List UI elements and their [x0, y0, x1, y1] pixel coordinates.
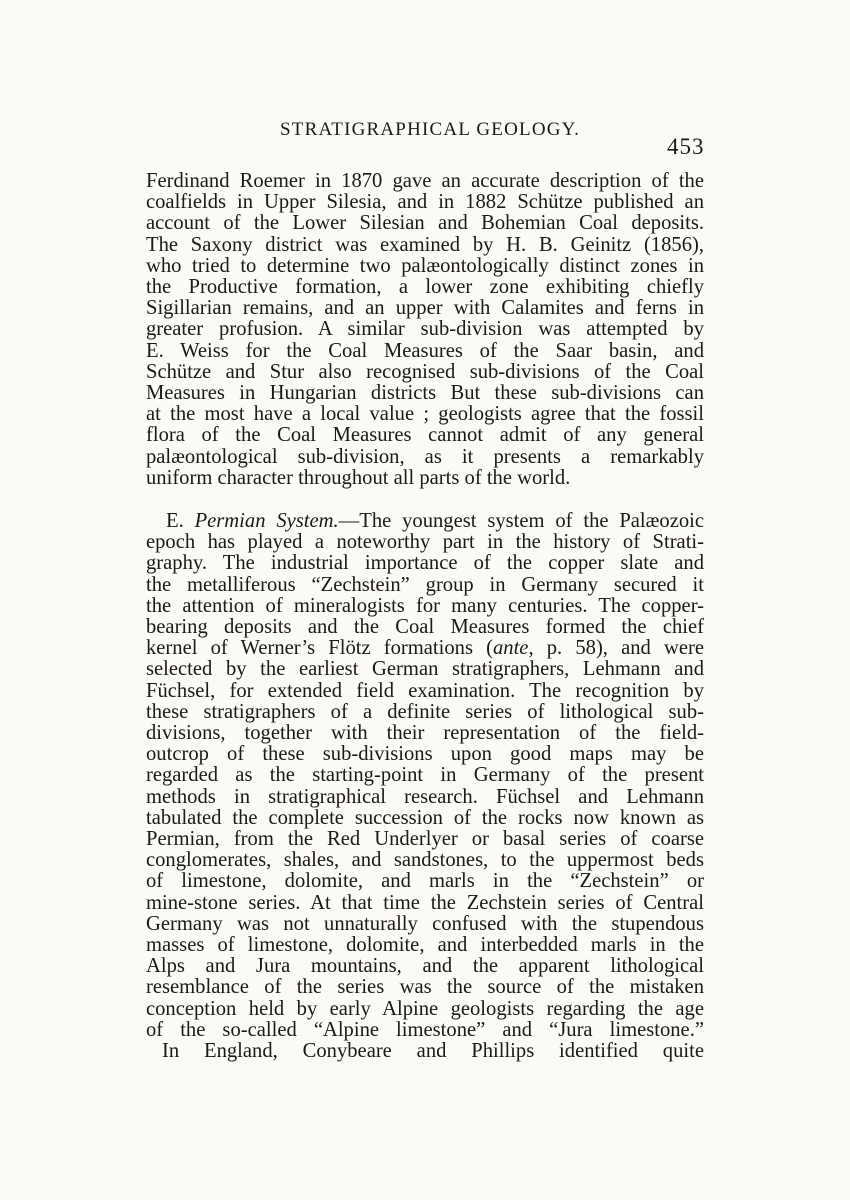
text-line: mine-stone series. At that time the Zechstein series of Central [146, 891, 704, 914]
text-line: Germany was not unnaturally confused with the stupendous [146, 912, 704, 935]
text-line: Sigillarian remains, and an upper with Calamites and ferns in [146, 297, 704, 320]
text-line: the metalliferous “Zechstein” group in Germany secured it [146, 573, 704, 596]
text-line: of limestone, dolomite, and marls in the “Zechstein” or [146, 870, 704, 893]
text-line: conception held by early Alpine geologists regarding the age [146, 997, 704, 1020]
text-line: of the so-called “Alpine limestone” and “Jura limestone.” [146, 1018, 704, 1041]
running-title: STRATIGRAPHICAL GEOLOGY. [280, 119, 581, 140]
text-line: Füchsel, for extended field examination. The recognition by [146, 679, 704, 702]
section-letter: E. [166, 510, 195, 532]
section-heading: Permian System. [194, 510, 339, 532]
text-line: Permian, from the Red Underlyer or basal series of coarse [146, 828, 704, 851]
text-line: greater profusion. A similar sub-division was attempted by [146, 318, 704, 341]
text-line: bearing deposits and the Coal Measures formed the chief [146, 616, 704, 639]
text-line [146, 511, 704, 532]
text-fragment: kernel of Werner’s Flötz formations ( [146, 637, 493, 660]
text-line: Ferdinand Roemer in 1870 gave an accurate description of the [146, 170, 704, 192]
text-line: at the most have a local value ; geologists agree that the fossil [146, 403, 704, 426]
text-line: outcrop of these sub-divisions upon good maps may be [146, 743, 704, 766]
text-fragment: , p. 58), and were [528, 637, 704, 660]
text-line: flora of the Coal Measures cannot admit of any general [146, 424, 704, 447]
text-line: epoch has played a noteworthy part in the history of Strati- [146, 531, 704, 554]
text-fragment: —The youngest system of the Palæozoic [338, 510, 704, 532]
text-line: these stratigraphers of a definite series of lithological sub- [146, 700, 704, 723]
text-line: Alps and Jura mountains, and the apparent lithological [146, 955, 704, 978]
text-line: conglomerates, shales, and sandstones, to the uppermost beds [146, 849, 704, 872]
text-line: account of the Lower Silesian and Bohemian Coal deposits. [146, 212, 704, 235]
text-line: palæontological sub-division, as it presents a remarkably [146, 445, 704, 468]
text-line: tabulated the complete succession of the rocks now known as [146, 806, 704, 829]
text-line: who tried to determine two palæontologically distinct zones in [146, 254, 704, 277]
text-line: the Productive formation, a lower zone exhibiting chiefly [146, 276, 704, 299]
text-line: graphy. The industrial importance of the copper slate and [146, 552, 704, 575]
page-number: 453 [667, 134, 705, 159]
text-line: E. Weiss for the Coal Measures of the Saar basin, and [146, 339, 704, 362]
text-line: divisions, together with their representation of the field- [146, 722, 704, 745]
text-line [146, 638, 704, 659]
text-line: regarded as the starting-point in Germany of the present [146, 764, 704, 787]
text-line: resemblance of the series was the source of the mistaken [146, 976, 704, 999]
paragraph-roemer-coalfields [146, 171, 704, 489]
text-line: Schütze and Stur also recognised sub-divisions of the Coal [146, 360, 704, 383]
text-line: methods in stratigraphical research. Füchsel and Lehmann [146, 785, 704, 808]
text-line: coalfields in Upper Silesia, and in 1882 Schütze published an [146, 191, 704, 214]
text-line: The Saxony district was examined by H. B. Geinitz (1856), [146, 233, 704, 256]
text-line: uniform character throughout all parts of the world. [146, 466, 571, 489]
text-line: Measures in Hungarian districts But these sub-divisions can [146, 382, 704, 405]
text-line: the attention of mineralogists for many centuries. The copper- [146, 594, 704, 617]
paragraph-permian-system [146, 511, 704, 1062]
italic-reference: ante [492, 637, 529, 660]
text-line: masses of limestone, dolomite, and interbedded marls in the [146, 934, 704, 957]
text-line: selected by the earliest German stratigraphers, Lehmann and [146, 658, 704, 681]
text-line: In England, Conybeare and Phillips identified quite [162, 1040, 704, 1063]
